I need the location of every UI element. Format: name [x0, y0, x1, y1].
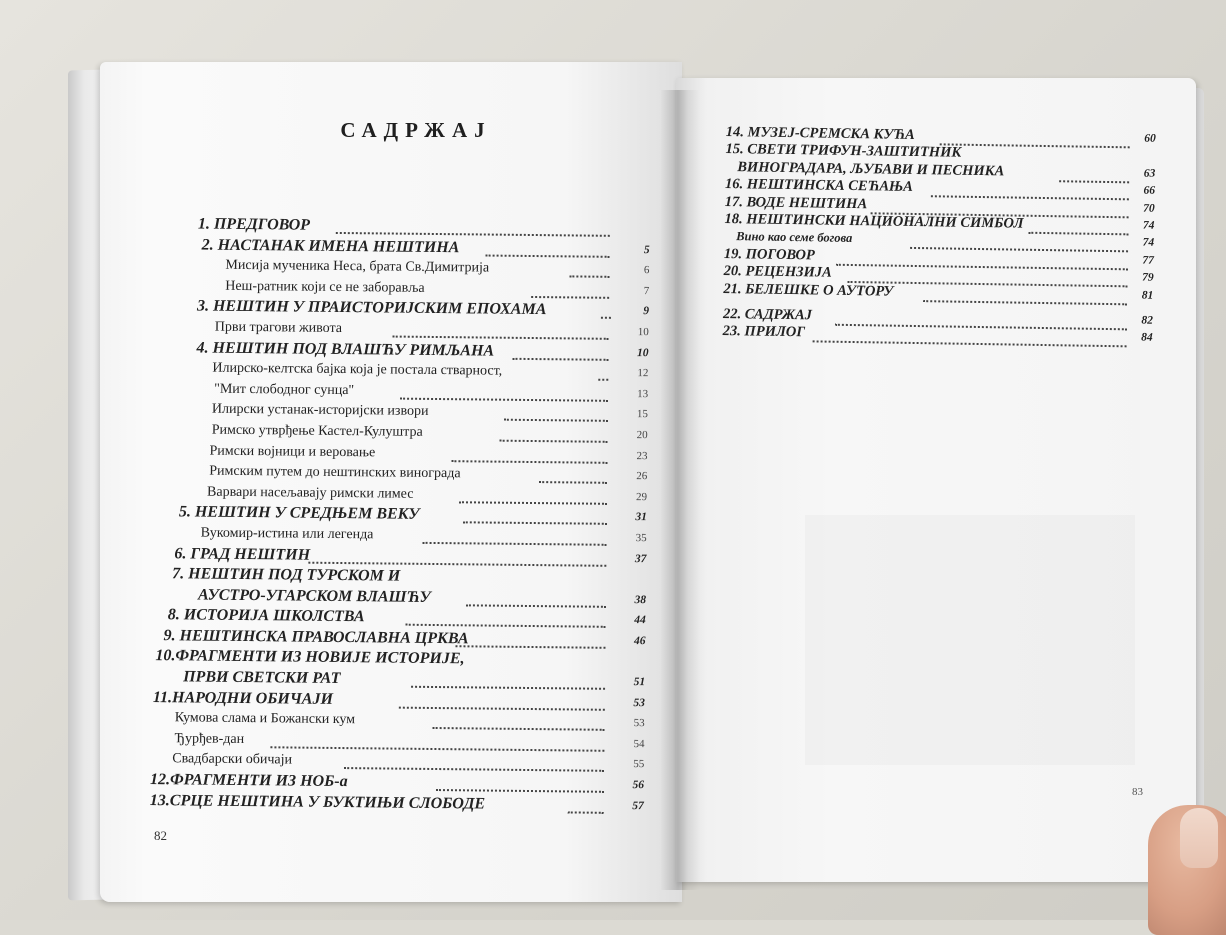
toc-entry-page: 44 — [634, 614, 646, 627]
toc-leader-dots — [539, 461, 607, 484]
toc-leader-dots — [486, 234, 610, 257]
toc-entry-label: 1. ПРЕДГОВОР — [197, 215, 311, 234]
toc-leader-dots — [406, 604, 606, 628]
toc-entry-page: 26 — [636, 470, 648, 483]
toc-entry-page: 55 — [633, 758, 645, 771]
left-page-number: 82 — [154, 828, 167, 843]
toc-entry-label: 5. НЕШТИН У СРЕДЊЕМ ВЕКУ — [178, 503, 420, 524]
toc-leader-dots — [512, 337, 608, 360]
toc-entry-label: 23. ПРИЛОГ — [722, 323, 806, 341]
toc-entry-page: 82 — [1141, 314, 1154, 327]
toc-leader-dots — [500, 420, 608, 443]
toc-entry-page: 6 — [643, 264, 650, 277]
toc-entry-page: 20 — [636, 429, 648, 442]
toc-entry-page: 13 — [637, 387, 649, 400]
toc-entry-page: 77 — [1142, 254, 1155, 267]
toc-entry-page: 66 — [1143, 184, 1156, 197]
book-gutter — [660, 90, 700, 890]
toc-entry-label: Мисија мученика Неса, брата Св.Димитрија — [225, 257, 490, 276]
toc-entry-label: 16. НЕШТИНСКА СЕЋАЊА — [724, 176, 914, 196]
toc-entry-page: 5 — [643, 243, 650, 256]
toc-entry-page: 57 — [632, 799, 644, 812]
toc-entry-label: Вукомир-истина или легенда — [200, 525, 374, 543]
toc-leader-dots — [400, 377, 608, 401]
toc-entry-page: 23 — [636, 449, 648, 462]
toc-entry-page: 46 — [633, 634, 646, 648]
toc-entry-label: 9. НЕШТИНСКА ПРАВОСЛАВНА ЦРКВА — [163, 627, 469, 648]
toc-entry-page: 12 — [637, 367, 649, 380]
toc-entry-page: 37 — [634, 552, 647, 565]
toc-leader-dots — [923, 280, 1127, 305]
toc-entry-label: 21. БЕЛЕШКЕ О АУТОРУ — [723, 280, 894, 300]
toc-entry-label: 13.СРЦЕ НЕШТИНА У БУКТИЊИ СЛОБОДЕ — [149, 791, 486, 813]
toc-leader-dots — [455, 625, 605, 649]
toc-entry-page: 7 — [643, 284, 650, 298]
toc-leader-dots — [569, 256, 609, 278]
toc-entry-label: 20. РЕЦЕНЗИЈА — [723, 263, 832, 281]
toc-entry-page: 74 — [1142, 236, 1155, 250]
toc-entry-label: Римским путем до нештинских винограда — [209, 463, 461, 482]
toc-leader-dots — [451, 440, 607, 464]
left-toc-list — [144, 214, 650, 816]
toc-entry-label: 17. ВОДЕ НЕШТИНА — [724, 193, 868, 212]
toc-entry-page: 56 — [632, 779, 645, 792]
toc-entry-label: Римско утврђење Кастел-Кулуштра — [211, 422, 423, 440]
toc-entry-label: 4. НЕШТИН ПОД ВЛАШЋУ РИМЉАНА — [196, 339, 495, 360]
toc-entry-label: Неш-ратник који се не заборавља — [225, 278, 425, 296]
toc-entry-label: 3. НЕШТИН У ПРАИСТОРИЈСКИМ ЕПОХАМА — [196, 297, 547, 319]
toc-leader-dots — [436, 769, 604, 793]
toc-entry-page: 81 — [1141, 289, 1154, 302]
toc-entry-label: Кумова слама и Божански кум — [174, 710, 356, 728]
toc-entry-page: 31 — [635, 511, 647, 524]
toc-entry-page: 35 — [635, 532, 647, 545]
toc-leader-dots — [336, 212, 610, 237]
toc-entry-label: Римски војници и веровање — [209, 443, 376, 460]
toc-entry-page: 29 — [636, 490, 648, 503]
toc-leader-dots — [601, 297, 611, 319]
toc-leader-dots — [393, 316, 609, 340]
toc-entry-label: Илирско-келтска бајка која је постала стварност, — [212, 360, 503, 379]
toc-entry-label: Свадбарски обичаји — [172, 751, 293, 768]
toc-entry-page: 51 — [633, 676, 646, 689]
toc-entry-label: 14. МУЗЕЈ-СРЕМСКА КУЋА — [725, 124, 915, 143]
toc-entry-page: 10 — [637, 326, 649, 339]
toc-entry-label: 11.НАРОДНИ ОБИЧАЈИ — [152, 688, 334, 708]
right-toc-list — [723, 124, 1156, 347]
toc-entry-label: 19. ПОГОВОР — [723, 245, 815, 264]
toc-entry-label: 12.ФРАГМЕНТИ ИЗ НОБ-а — [149, 771, 348, 791]
toc-entry-page: 84 — [1141, 331, 1153, 345]
toc-entry-page: 15 — [636, 408, 648, 421]
toc-title: САДРЖАЈ — [340, 118, 492, 142]
right-page-number: 83 — [1132, 786, 1143, 798]
toc-leader-dots — [598, 359, 608, 381]
toc-entry-label: 10.ФРАГМЕНТИ ИЗ НОВИЈЕ ИСТОРИЈЕ, — [155, 647, 465, 668]
toc-entry-label: Вино као семе богова — [736, 229, 853, 246]
toc-entry-label: Први трагови живота — [214, 319, 343, 336]
toc-entry-label: ПРВИ СВЕТСКИ РАТ — [183, 668, 341, 688]
toc-entry-page: 54 — [633, 737, 645, 751]
toc-entry-page: 53 — [633, 696, 645, 709]
toc-entry-label: 22. САДРЖАЈ — [722, 305, 813, 324]
toc-leader-dots — [308, 541, 606, 566]
toc-entry-page: 63 — [1143, 167, 1156, 180]
toc-entry-label: 8. ИСТОРИЈА ШКОЛСТВА — [167, 606, 365, 626]
show-through-image — [805, 515, 1135, 765]
toc-entry-label: 18. НЕШТИНСКИ НАЦИОНАЛНИ СИМБОЛ — [724, 210, 1024, 232]
toc-entry-label: 15. СВЕТИ ТРИФУН-ЗАШТИТНИК — [725, 141, 962, 162]
toc-leader-dots — [568, 791, 604, 813]
toc-entry-label: 6. ГРАД НЕШТИН — [174, 544, 311, 564]
toc-entry-label: 2. НАСТАНАК ИМЕНА НЕШТИНА — [201, 236, 460, 256]
toc-entry-page: 60 — [1144, 132, 1156, 145]
toc-entry-page: 38 — [634, 593, 647, 606]
toc-entry-label: Варвари насељавају римски лимес — [207, 484, 414, 502]
toc-entry-label: Ђурђев-дан — [174, 731, 245, 747]
toc-entry-label: 7. НЕШТИН ПОД ТУРСКОМ И — [172, 565, 401, 585]
toc-entry-label: АУСТРО-УГАРСКОМ ВЛАШЋУ — [197, 586, 431, 606]
toc-leader-dots — [531, 276, 609, 299]
toc-entry-page: 79 — [1142, 271, 1154, 284]
toc-entry-page: 9 — [643, 305, 650, 318]
toc-entry-page: 70 — [1143, 202, 1155, 215]
toc-entry-page: 74 — [1142, 219, 1155, 232]
toc-entry-label: "Мит слободног сунца" — [214, 381, 355, 398]
toc-leader-dots — [504, 399, 608, 422]
toc-entry-label: ВИНОГРАДАРА, ЉУБАВИ И ПЕСНИКА — [737, 158, 1005, 180]
thumbnail — [1180, 808, 1218, 868]
toc-entry-label: Илирски устанак-историјски извори — [211, 402, 429, 420]
toc-leader-dots — [399, 686, 605, 710]
toc-entry-page: 53 — [633, 717, 645, 730]
toc-entry-page: 10 — [637, 346, 649, 359]
